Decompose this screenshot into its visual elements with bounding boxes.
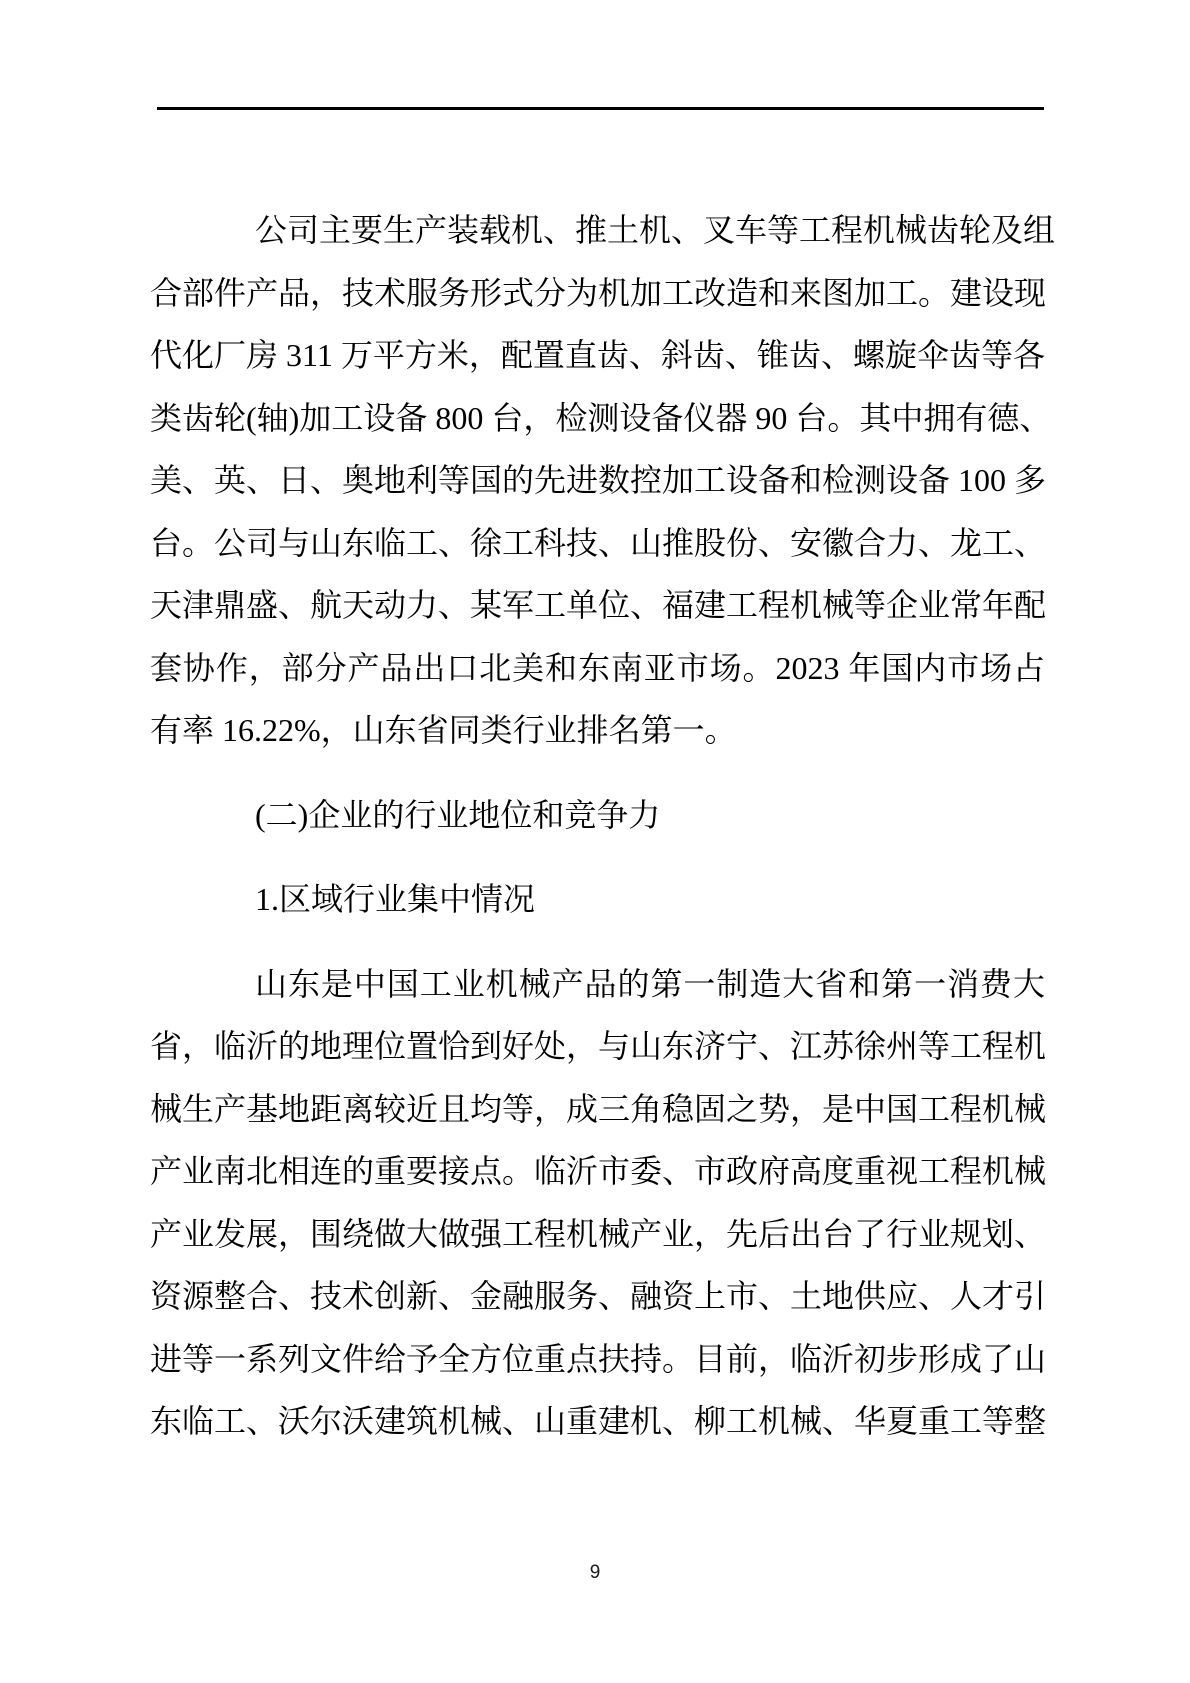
text-line: 产业发展，围绕做大做强工程机械产业，先后出台了行业规划、 [150,1215,1047,1252]
text-line: 省，临沂的地理位置恰到好处，与山东济宁、江苏徐州等工程机 [150,1028,1047,1064]
text-line: 进等一系列文件给予全方位重点扶持。目前，临沂初步形成了山 [150,1340,1047,1377]
subsection-heading: 1.区域行业集中情况 [255,881,536,917]
text-line: 套协作，部分产品出口北美和东南亚市场。2023 年国内市场占 [150,649,1045,686]
text-line: 代化厂房 311 万平方米，配置直齿、斜齿、锥齿、螺旋伞齿等各 [150,337,1045,373]
section-heading: (二)企业的行业地位和竞争力 [255,796,661,833]
text-line: 山东是中国工业机械产品的第一制造大省和第一消费大 [255,965,1045,1002]
document-body [150,199,1056,1453]
text-line: 合部件产品，技术服务形式分为机加工改造和来图加工。建设现 [150,274,1047,311]
text-line: 台。公司与山东临工、徐工科技、山推股份、安徽合力、龙工、 [150,524,1047,561]
text-line: 天津鼎盛、航天动力、某军工单位、福建工程机械等企业常年配 [150,587,1047,623]
paragraph-company-overview [150,199,1056,762]
paragraph-regional-industry [150,953,1045,1453]
text-line: 东临工、沃尔沃建筑机械、山重建机、柳工机械、华夏重工等整 [150,1403,1047,1439]
text-line: 资源整合、技术创新、金融服务、融资上市、土地供应、人才引 [150,1278,1047,1314]
text-line: 公司主要生产装载机、推土机、叉车等工程机械齿轮及组 [255,212,1056,248]
text-line: 有率 16.22%，山东省同类行业排名第一。 [150,712,737,748]
text-line: 美、英、日、奥地利等国的先进数控加工设备和检测设备 100 多 [150,462,1047,498]
text-line: 械生产基地距离较近且均等，成三角稳固之势，是中国工程机械 [150,1090,1047,1127]
text-line: 类齿轮(轴)加工设备 800 台，检测设备仪器 90 台。其中拥有德、 [150,399,1052,436]
header-rule [157,107,1044,110]
text-line: 产业南北相连的重要接点。临沂市委、市政府高度重视工程机械 [150,1153,1047,1189]
page-number: 9 [589,1562,601,1583]
